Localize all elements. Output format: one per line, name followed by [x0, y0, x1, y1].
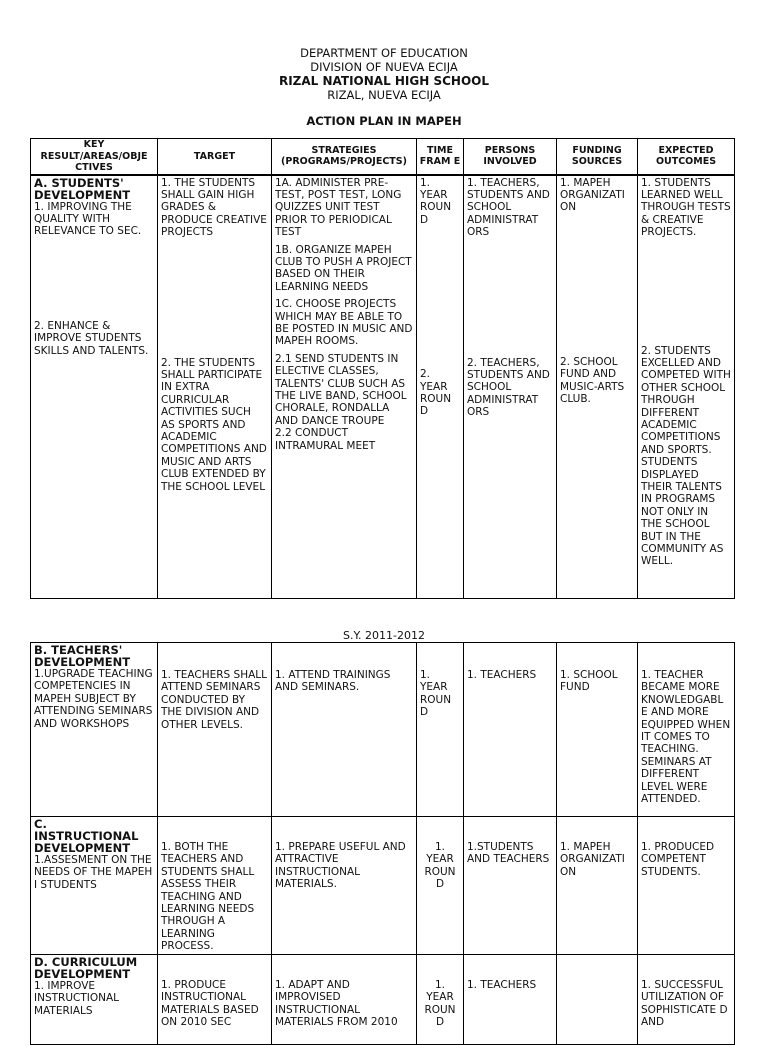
- time-text: 1. YEAR ROUN D: [420, 669, 452, 719]
- target-text: 1. PRODUCE INSTRUCTIONAL MATERIALS BASED ON 2010 SEC: [161, 979, 259, 1029]
- cell-target: [158, 643, 272, 817]
- strategy-text: 1C. CHOOSE PROJECTS WHICH MAY BE ABLE TO BE POSTED IN MUSIC AND MAPEH ROOMS.: [275, 298, 413, 348]
- cell-target: [158, 175, 272, 599]
- outcome-text: 2. STUDENTS EXCELLED AND COMPETED WITH OTHER SCHOOL THROUGH DIFFERENT ACADEMIC COMPETITIONS AND SPORTS. STUDENTS DISPLAYED THEIR TALENTS IN PROGRAMS NOT ONLY IN THE SCHOOL BUT IN THE COMMUNITY AS WELL.: [641, 344, 731, 568]
- outcome-text: 1. SUCCESSFUL UTILIZATION OF SOPHISTICATE D AND: [641, 979, 728, 1029]
- outcome-text: 1. STUDENTS LEARNED WELL THROUGH TESTS & CREATIVE PROJECTS.: [641, 176, 731, 239]
- cell-funding: [557, 643, 638, 817]
- section-heading: D. CURRICULUM DEVELOPMENT: [34, 955, 138, 981]
- cell-target: [158, 817, 272, 955]
- cell-strategies: [272, 955, 417, 1045]
- funding-text: 1. MAPEH ORGANIZATI ON: [560, 841, 625, 878]
- cell-time-frame: [417, 175, 464, 599]
- cell-outcomes: [638, 643, 735, 817]
- section-heading: C. INSTRUCTIONAL DEVELOPMENT: [34, 817, 139, 855]
- funding-text: 1. SCHOOL FUND: [560, 669, 618, 694]
- col-header-time-frame: TIME FRAM E: [417, 139, 464, 175]
- section-heading: B. TEACHERS' DEVELOPMENT: [34, 643, 131, 669]
- cell-outcomes: [638, 817, 735, 955]
- cell-time-frame: [417, 817, 464, 955]
- cell-time-frame: [417, 955, 464, 1045]
- time-text: 1. YEAR ROUN D: [420, 176, 452, 226]
- action-plan-table-students: [30, 138, 735, 599]
- header-address: RIZAL, NUEVA ECIJA: [327, 88, 441, 102]
- cell-strategies: [272, 175, 417, 599]
- cell-outcomes: [638, 955, 735, 1045]
- strategy-text: 1. ADAPT AND IMPROVISED INSTRUCTIONAL MATERIALS FROM 2010: [275, 979, 398, 1029]
- col-header-kra: KEY RESULT/AREAS/OBJE CTIVES: [31, 139, 158, 175]
- col-header-funding: FUNDING SOURCES: [557, 139, 638, 175]
- outcome-text: 1. TEACHER BECAME MORE KNOWLEDGABL E AND MORE EQUIPPED WHEN IT COMES TO TEACHING. SEMINARS AT DIFFERENT LEVEL WERE ATTENDED.: [641, 669, 731, 806]
- cell-kra: [31, 643, 158, 817]
- outcome-text: 1. PRODUCED COMPETENT STUDENTS.: [641, 841, 715, 878]
- kra-text: 1. IMPROVING THE QUALITY WITH RELEVANCE TO SEC.: [34, 200, 142, 238]
- kra-text: 1.UPGRADE TEACHING COMPETENCIES IN MAPEH SUBJECT BY ATTENDING SEMINARS AND WORKSHOPS: [34, 668, 153, 730]
- school-year: S.Y. 2011-2012: [343, 629, 425, 642]
- table-row: [31, 643, 735, 817]
- cell-outcomes: [638, 175, 735, 599]
- kra-text: 2. ENHANCE & IMPROVE STUDENTS SKILLS AND TALENTS.: [34, 319, 149, 357]
- page-title: ACTION PLAN IN MAPEH: [306, 114, 462, 128]
- strategy-text: 2.1 SEND STUDENTS IN ELECTIVE CLASSES, TALENTS' CLUB SUCH AS THE LIVE BAND, SCHOOL CHORALE, RONDALLA AND DANCE TROUPE: [275, 352, 407, 427]
- strategy-text: 1B. ORGANIZE MAPEH CLUB TO PUSH A PROJECT BASED ON THEIR LEARNING NEEDS: [275, 243, 412, 293]
- strategy-text: 1. PREPARE USEFUL AND ATTRACTIVE INSTRUCTIONAL MATERIALS.: [275, 841, 406, 891]
- target-text: 2. THE STUDENTS SHALL PARTICIPATE IN EXTRA CURRICULAR ACTIVITIES SUCH AS SPORTS AND ACADEMIC COMPETITIONS AND MUSIC AND ARTS CLUB EXTENDED BY THE SCHOOL LEVEL: [161, 356, 267, 493]
- time-text: 2. YEAR ROUN D: [420, 368, 452, 418]
- cell-persons: [464, 817, 557, 955]
- col-header-strategies: STRATEGIES (PROGRAMS/PROJECTS): [272, 139, 417, 175]
- col-header-target: TARGET: [158, 139, 272, 175]
- table-row: [31, 955, 735, 1045]
- persons-text: 1. TEACHERS, STUDENTS AND SCHOOL ADMINISTRAT ORS: [467, 176, 550, 239]
- funding-text: 2. SCHOOL FUND AND MUSIC-ARTS CLUB.: [560, 355, 625, 405]
- cell-time-frame: [417, 643, 464, 817]
- header-school: RIZAL NATIONAL HIGH SCHOOL: [278, 74, 490, 88]
- cell-funding: [557, 817, 638, 955]
- section-heading: A. STUDENTS' DEVELOPMENT: [34, 175, 131, 202]
- cell-kra: [31, 817, 158, 955]
- strategy-text: 2.2 CONDUCT INTRAMURAL MEET: [275, 427, 376, 452]
- cell-strategies: [272, 643, 417, 817]
- col-header-persons: PERSONS INVOLVED: [464, 139, 557, 175]
- persons-text: 1. TEACHERS: [467, 979, 537, 991]
- target-text: 1. THE STUDENTS SHALL GAIN HIGH GRADES & PRODUCE CREATIVE PROJECTS: [161, 176, 267, 239]
- cell-persons: [464, 175, 557, 599]
- table-header-row: [31, 139, 735, 175]
- kra-text: 1.ASSESMENT ON THE NEEDS OF THE MAPEH I STUDENTS: [34, 854, 153, 891]
- kra-text: 1. IMPROVE INSTRUCTIONAL MATERIALS: [34, 980, 120, 1017]
- cell-persons: [464, 955, 557, 1045]
- table-row: [31, 817, 735, 955]
- header-department: DEPARTMENT OF EDUCATION: [300, 46, 468, 60]
- strategy-text: 1A. ADMINISTER PRE-TEST, POST TEST, LONG QUIZZES UNIT TEST PRIOR TO PERIODICAL TEST: [275, 176, 402, 239]
- target-text: 1. TEACHERS SHALL ATTEND SEMINARS CONDUCTED BY THE DIVISION AND OTHER LEVELS.: [161, 669, 268, 731]
- cell-funding: [557, 955, 638, 1045]
- persons-text: 2. TEACHERS, STUDENTS AND SCHOOL ADMINISTRAT ORS: [467, 356, 550, 419]
- strategy-text: 1. ATTEND TRAININGS AND SEMINARS.: [275, 669, 391, 694]
- persons-text: 1.STUDENTS AND TEACHERS: [467, 841, 550, 866]
- col-header-outcomes: EXPECTED OUTCOMES: [638, 139, 735, 175]
- cell-strategies: [272, 817, 417, 955]
- time-text: 1. YEAR ROUN D: [424, 979, 456, 1029]
- cell-persons: [464, 643, 557, 817]
- time-text: 1. YEAR ROUN D: [424, 841, 456, 891]
- header-division: DIVISION OF NUEVA ECIJA: [310, 60, 458, 74]
- cell-funding: [557, 175, 638, 599]
- funding-text: 1. MAPEH ORGANIZATI ON: [560, 176, 625, 214]
- action-plan-table-continued: [30, 642, 735, 1045]
- persons-text: 1. TEACHERS: [467, 669, 537, 681]
- table-row: [31, 175, 735, 599]
- cell-kra: [31, 955, 158, 1045]
- cell-target: [158, 955, 272, 1045]
- cell-kra: [31, 175, 158, 599]
- target-text: 1. BOTH THE TEACHERS AND STUDENTS SHALL ASSESS THEIR TEACHING AND LEARNING NEEDS THROUGH A LEARNING PROCESS.: [161, 841, 255, 953]
